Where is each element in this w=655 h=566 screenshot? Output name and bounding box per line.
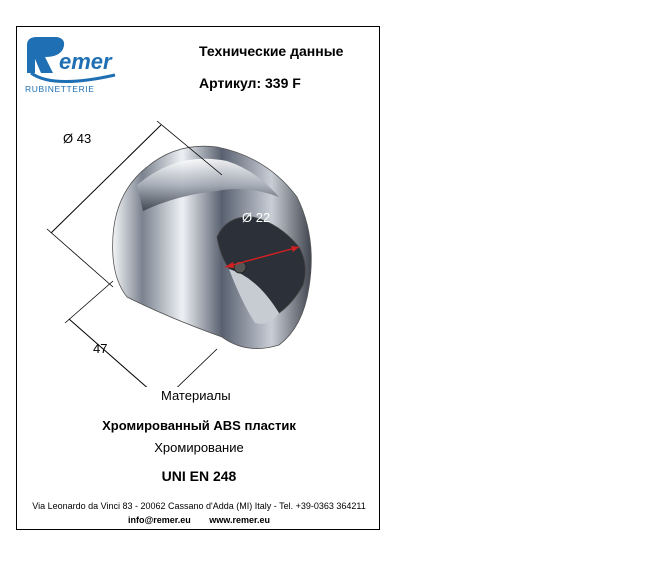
materials-heading: Материалы: [161, 388, 231, 403]
dim-depth: 47: [93, 341, 108, 356]
material-standard: UNI EN 248: [161, 468, 237, 484]
page-title: Технические данные: [199, 43, 344, 59]
material-finish: Хромирование: [154, 440, 244, 455]
dim-inner-diameter: Ø 22: [242, 210, 271, 225]
spec-sheet: [16, 26, 380, 530]
brand-subtitle: RUBINETTERIE: [25, 84, 95, 94]
dim-outer-diameter: Ø 43: [63, 131, 92, 146]
company-contacts: [17, 515, 381, 525]
company-address: Via Leonardo da Vinci 83 - 20062 Cassano d'Adda (MI) Italy - Tel. +39-0363 364211: [32, 501, 366, 511]
article-number: Артикул: 339 F: [199, 75, 301, 91]
website-link[interactable]: www.remer.eu: [209, 515, 270, 525]
svg-text:emer: emer: [59, 49, 112, 74]
email-link[interactable]: info@remer.eu: [127, 515, 191, 525]
material-primary: Хромированный ABS пластик: [102, 418, 296, 433]
